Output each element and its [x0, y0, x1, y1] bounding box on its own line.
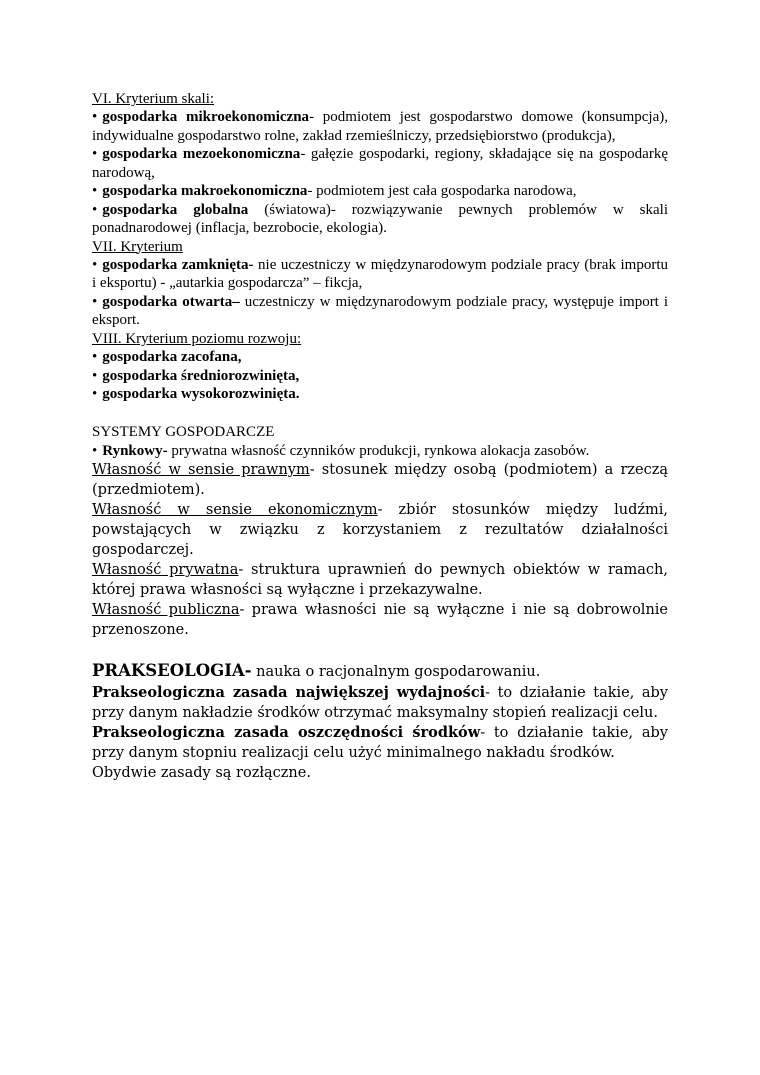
text-run: Rynkowy-: [102, 442, 168, 459]
bullet-icon: •: [92, 109, 98, 126]
text-run: - to działanie takie, aby przy danym nakładzie środków otrzymać maksymalny stopień realizacji celu.: [92, 685, 668, 722]
text-run: Własność w sensie prawnym: [92, 462, 310, 479]
text-run: gospodarka wysokorozwinięta.: [102, 386, 300, 402]
bullet-paragraph: [92, 385, 668, 403]
bullet-paragraph: [92, 201, 668, 238]
text-run: Własność w sensie ekonomicznym: [92, 502, 378, 519]
text-run: Prakseologiczna zasada największej wydajności: [92, 684, 486, 702]
bullet-icon: •: [92, 146, 98, 163]
text-run: - stosunek między osobą (podmiotem) a rzeczą (przedmiotem).: [92, 462, 668, 499]
paragraph: [92, 683, 668, 723]
text-run: nauka o racjonalnym gospodarowaniu.: [251, 664, 541, 681]
section-heading: [92, 330, 668, 348]
text-run: SYSTEMY GOSPODARCZE: [92, 424, 275, 441]
text-run: - struktura uprawnień do pewnych obiektów w ramach, której prawa własności są wyłączne i przekazywalne.: [92, 562, 668, 599]
paragraph: [92, 500, 668, 560]
paragraph: [92, 423, 668, 441]
text-run: uczestniczy w międzynarodowym podziale pracy, występuje import i eksport.: [92, 293, 668, 329]
bullet-icon: •: [92, 442, 98, 459]
text-run: VI. Kryterium skali:: [92, 91, 215, 107]
text-run: gospodarka mezoekonomiczna: [102, 146, 301, 163]
bullet-paragraph: [92, 108, 668, 145]
bullet-paragraph: [92, 348, 668, 366]
bullet-icon: •: [92, 367, 98, 384]
bullet-icon: •: [92, 386, 98, 402]
text-run: - to działanie takie, aby przy danym stopniu realizacji celu użyć minimalnego nakładu środków.: [92, 725, 668, 762]
text-run: VII. Kryterium: [92, 238, 183, 255]
section-heading: [92, 238, 668, 256]
section-heading: [92, 90, 668, 108]
text-run: gospodarka średniorozwinięta,: [102, 367, 300, 384]
text-run: - gałęzie gospodarki, regiony, składające się na gospodarkę narodową,: [92, 146, 668, 181]
text-run: prywatna własność czynników produkcji, rynkowa alokacja zasobów.: [167, 442, 590, 459]
paragraph: [92, 660, 668, 683]
text-run: nie uczestniczy w międzynarodowym podziale pracy (brak importu i eksportu) - „autarkia gospodarcza” – fikcja,: [92, 256, 668, 292]
bullet-icon: •: [92, 201, 98, 218]
text-run: - zbiór stosunków między ludźmi, powstających w związku z korzystaniem z rezultatów działalności gospodarczej.: [92, 502, 668, 559]
bullet-icon: •: [92, 293, 98, 310]
text-run: PRAKSEOLOGIA-: [92, 661, 252, 681]
text-run: VIII. Kryterium poziomu rozwoju:: [92, 330, 302, 347]
bullet-paragraph: [92, 442, 668, 460]
text-run: - podmiotem jest gospodarstwo domowe (konsumpcja), indywidualne gospodarstwo rolne, zakład rzemieślniczy, przedsiębiorstwo (produkcja),: [92, 109, 668, 144]
text-run: gospodarka mikroekonomiczna: [102, 109, 310, 126]
paragraph: [92, 763, 668, 783]
paragraph: [92, 600, 668, 640]
text-run: gospodarka globalna: [102, 201, 249, 218]
bullet-paragraph: [92, 145, 668, 182]
bullet-icon: •: [92, 349, 98, 366]
text-run: gospodarka makroekonomiczna: [102, 183, 308, 200]
bullet-icon: •: [92, 256, 98, 273]
text-run: - prawa własności nie są wyłączne i nie są dobrowolnie przenoszone.: [92, 602, 668, 639]
text-run: gospodarka zacofana,: [102, 349, 242, 366]
text-run: - podmiotem jest cała gospodarka narodowa,: [307, 183, 577, 200]
text-run: Prakseologiczna zasada oszczędności środków: [92, 724, 481, 742]
bullet-paragraph: [92, 367, 668, 385]
paragraph: [92, 460, 668, 500]
paragraph-spacer: [92, 403, 668, 423]
text-run: Własność publiczna: [92, 602, 240, 619]
text-run: (światowa)- rozwiązywanie pewnych problemów w skali ponadnarodowej (inflacja, bezrobocie, ekologia).: [92, 201, 668, 237]
bullet-paragraph: [92, 293, 668, 330]
text-run: Obydwie zasady są rozłączne.: [92, 765, 311, 782]
bullet-paragraph: [92, 256, 668, 293]
paragraph: [92, 723, 668, 763]
bullet-paragraph: [92, 182, 668, 200]
text-run: Własność prywatna: [92, 562, 239, 579]
paragraph-spacer: [92, 640, 668, 660]
text-run: gospodarka otwarta–: [102, 293, 240, 310]
text-run: gospodarka zamknięta-: [102, 256, 254, 273]
paragraph: [92, 560, 668, 600]
bullet-icon: •: [92, 183, 98, 200]
